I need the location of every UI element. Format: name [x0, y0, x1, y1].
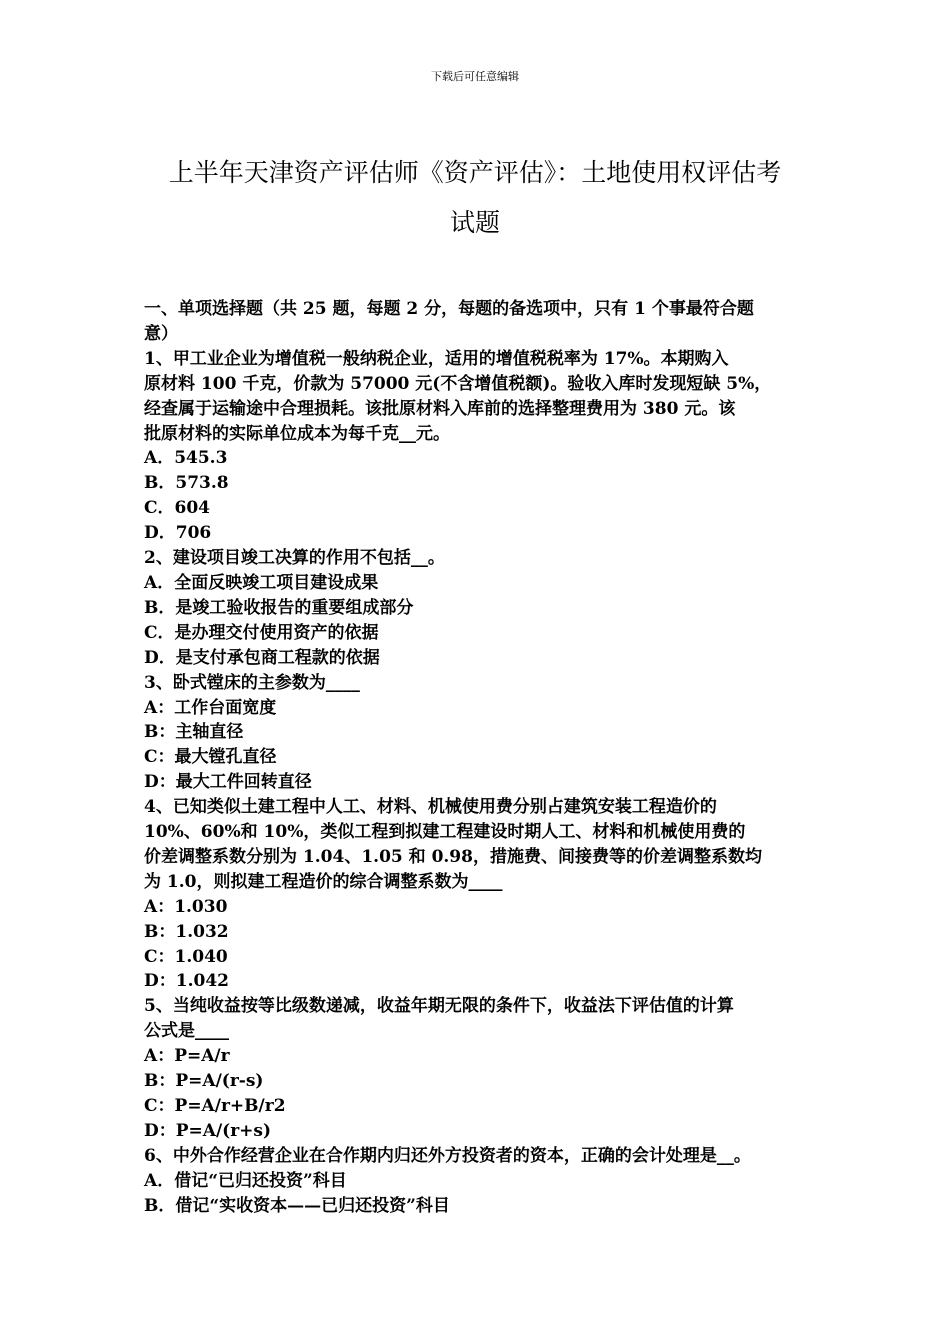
question-2-option-c: C．是办理交付使用资产的依据	[144, 622, 379, 643]
question-2-text: 2、建设项目竣工决算的作用不包括__。	[144, 548, 445, 569]
question-5-option-a: A：P=A/r	[144, 1046, 230, 1067]
header-note: 下载后可任意编辑	[431, 70, 519, 83]
question-1-option-b: B．573.8	[144, 473, 229, 494]
question-1-option-c: C．604	[144, 498, 211, 519]
question-2-option-d: D．是支付承包商工程款的依据	[144, 647, 380, 668]
document-body	[144, 297, 814, 1219]
question-1-text: 批原材料的实际单位成本为每千克__元。	[144, 423, 450, 444]
question-4-option-b: B：1.032	[144, 921, 229, 942]
question-1-text: 经查属于运输途中合理损耗。该批原材料入库前的选择整理费用为 380 元。该	[144, 398, 736, 419]
question-3-option-b: B：主轴直径	[144, 722, 244, 743]
question-4-option-c: C：1.040	[144, 946, 228, 967]
question-3-option-a: A：工作台面宽度	[144, 697, 277, 718]
question-4-text: 10%、60%和 10%，类似工程到拟建工程建设时期人工、材料和机械使用费的	[144, 822, 746, 843]
question-1-option-a: A．545.3	[144, 448, 228, 469]
question-3-option-c: C：最大镗孔直径	[144, 747, 277, 768]
question-4-text: 为 1.0，则拟建工程造价的综合调整系数为____	[144, 871, 503, 892]
question-5-option-d: D：P=A/(r+s)	[144, 1120, 272, 1141]
document-title	[120, 148, 830, 248]
question-4-option-a: A：1.030	[144, 896, 228, 917]
question-3-text: 3、卧式镗床的主参数为____	[144, 672, 360, 693]
question-5-option-c: C：P=A/r+B/r2	[144, 1096, 286, 1116]
question-6-option-a: A．借记“已归还投资”科目	[144, 1170, 347, 1191]
question-5-option-b: B：P=A/(r-s)	[144, 1071, 264, 1092]
question-4-text: 价差调整系数分别为 1.04、1.05 和 0.98，措施费、间接费等的价差调整系数均	[144, 846, 762, 867]
question-1-text: 原材料 100 千克，价款为 57000 元(不含增值税额)。验收入库时发现短缺 5%，	[144, 373, 772, 394]
title-line: 试题	[449, 208, 500, 237]
question-4-text: 4、已知类似土建工程中人工、材料、机械使用费分别占建筑安装工程造价的	[144, 797, 717, 818]
title-line: 上半年天津资产评估师《资产评估》：土地使用权评估考	[168, 158, 782, 187]
question-6-option-b: B．借记“实收资本——已归还投资”科目	[144, 1195, 450, 1216]
question-1-text: 1、甲工业企业为增值税一般纳税企业，适用的增值税税率为 17%。本期购入	[144, 348, 729, 369]
question-6-text: 6、中外合作经营企业在合作期内归还外方投资者的资本，正确的会计处理是__。	[144, 1145, 751, 1166]
question-2-option-b: B．是竣工验收报告的重要组成部分	[144, 597, 414, 618]
question-3-option-d: D：最大工件回转直径	[144, 772, 312, 793]
question-5-text: 5、当纯收益按等比级数递减，收益年期无限的条件下，收益法下评估值的计算	[144, 996, 734, 1017]
section-heading: 一、单项选择题（共 25 题，每题 2 分，每题的备选项中，只有 1 个事最符合题	[144, 299, 754, 319]
question-5-text: 公式是____	[144, 1021, 229, 1042]
question-2-option-a: A．全面反映竣工项目建设成果	[144, 572, 379, 593]
question-4-option-d: D：1.042	[144, 971, 229, 992]
question-1-option-d: D．706	[144, 523, 212, 544]
section-heading-cont: 意）	[144, 323, 178, 344]
